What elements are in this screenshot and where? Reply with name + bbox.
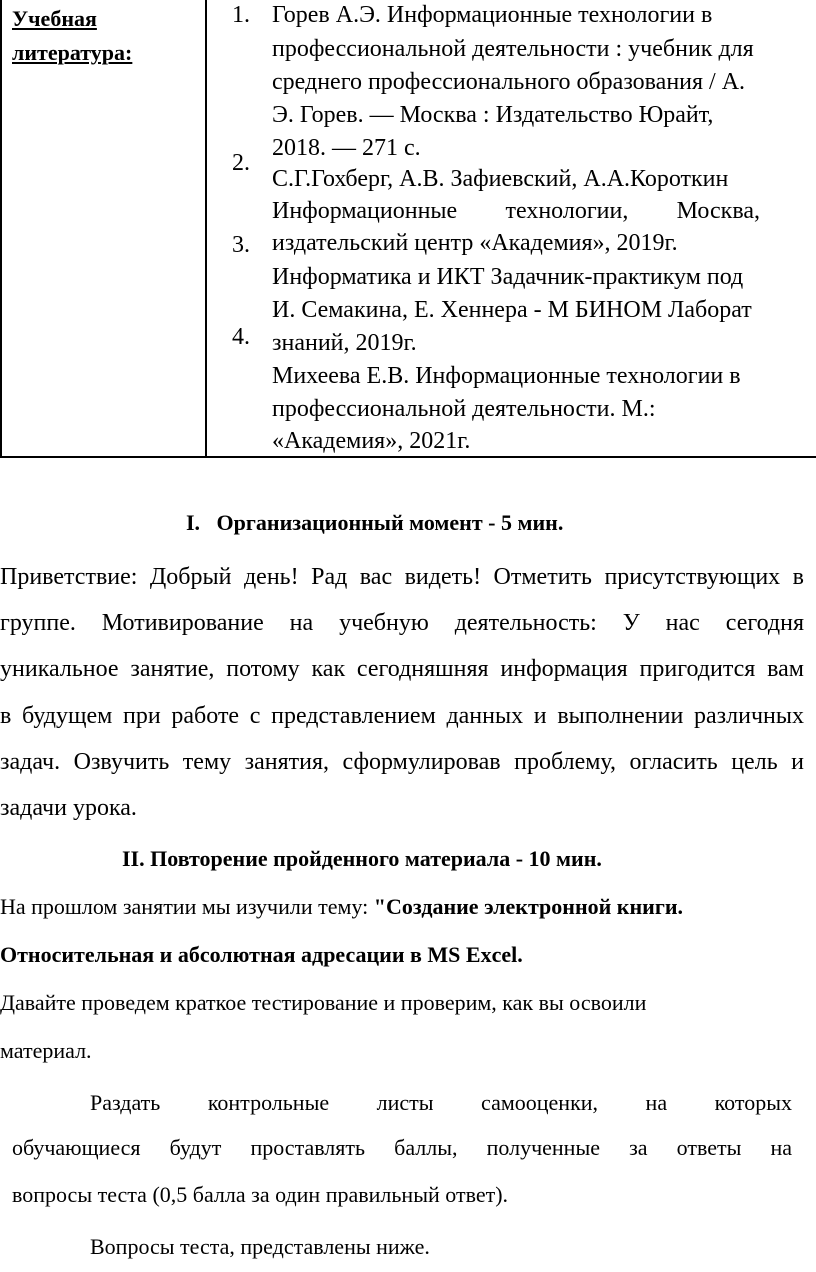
topic-title: Относительная и абсолютная адресации в MS Excel. [0,942,523,967]
topic-title: "Создание электронной книги. [373,894,683,919]
paragraph-line [0,892,683,922]
paragraph-line: уникальное занятие, потому как сегодняшняя информация пригодится вам [0,656,804,682]
paragraph-line: материал. [0,1038,92,1063]
paragraph-line: Раздать контрольные листы самооценки, на которых [90,1090,792,1115]
reference-line: издательский центр «Академия», 2019г. [272,230,678,256]
reference-line: Горев А.Э. Информационные технологии в [272,2,713,28]
table-border-left [0,0,2,458]
paragraph-line: задачи урока. [0,795,137,821]
intro-text: На прошлом занятии мы изучили тему: [0,894,374,919]
reference-line: профессиональной деятельности : учебник для [272,36,754,62]
paragraph-line: обучающиеся будут проставлять баллы, полученные за ответы на [12,1135,792,1160]
literature-label: литература: [12,40,133,65]
reference-line: Информатика и ИКТ Задачник-практикум под [272,264,744,290]
list-number: 4. [232,324,250,350]
paragraph-line: Вопросы теста, представлены ниже. [90,1234,430,1259]
paragraph-line: вопросы теста (0,5 балла за один правильный ответ). [12,1182,509,1207]
list-number: 2. [232,150,250,176]
paragraph-line: в будущем при работе с представлением данных и выполнении различных [0,703,804,729]
list-number: 1. [232,2,250,28]
reference-line: И. Семакина, Е. Хеннера - М БИНОМ Лаборат [272,297,752,323]
reference-line: Михеева Е.В. Информационные технологии в [272,363,741,389]
table-border-bottom [0,456,816,458]
reference-line: среднего профессионального образования / А. [272,69,746,95]
reference-line: Информационные технологии, Москва, [272,198,760,224]
section-heading: I. Организационный момент - 5 мин. [186,510,564,535]
section-heading: II. Повторение пройденного материала - 10 мин. [122,846,602,871]
reference-line: 2018. — 271 с. [272,135,421,161]
reference-line: профессиональной деятельности. М.: [272,396,656,422]
list-number: 3. [232,232,250,258]
reference-line: Э. Горев. — Москва : Издательство Юрайт, [272,102,714,128]
paragraph-line: Приветствие: Добрый день! Рад вас видеть! Отметить присутствующих в [0,564,804,590]
table-border-divider [205,0,207,458]
literature-label: Учебная [12,6,97,31]
paragraph-line: Давайте проведем краткое тестирование и проверим, как вы освоили [0,990,647,1015]
reference-line: С.Г.Гохберг, А.В. Зафиевский, А.А.Короткин [272,166,729,192]
reference-line: знаний, 2019г. [272,330,417,356]
reference-line: «Академия», 2021г. [272,428,471,454]
paragraph-line: группе. Мотивирование на учебную деятельность: У нас сегодня [0,610,804,636]
paragraph-line: задач. Озвучить тему занятия, сформулировав проблему, огласить цель и [0,749,804,775]
